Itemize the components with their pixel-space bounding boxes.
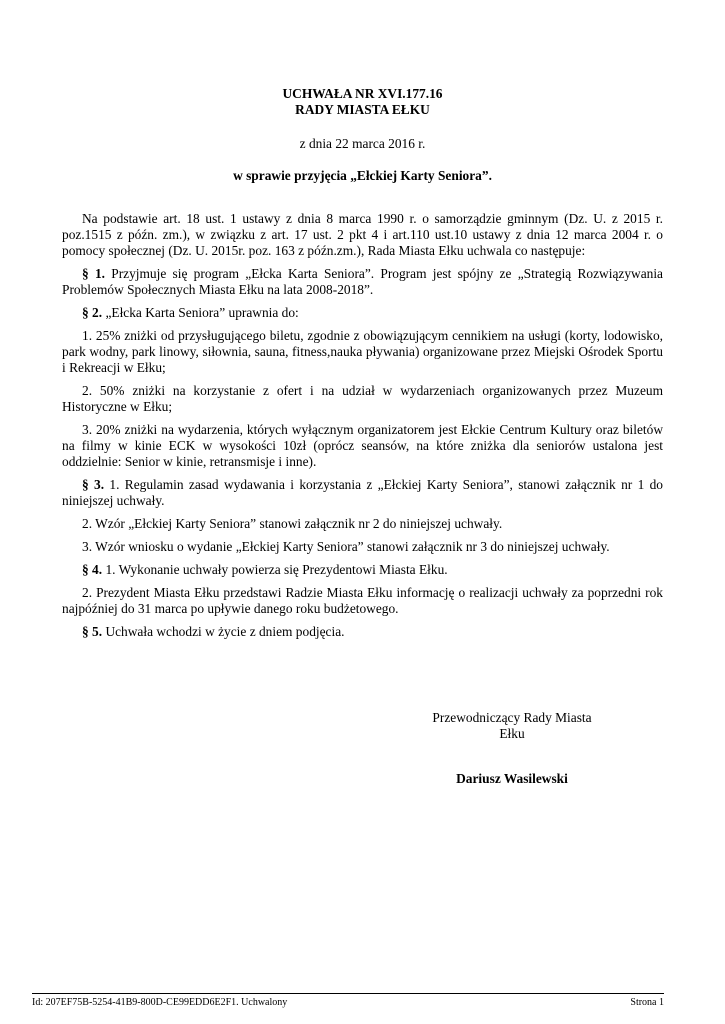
council-name: RADY MIASTA EŁKU: [295, 102, 430, 117]
section-1: [62, 266, 663, 298]
section-2-item-1: 1. 25% zniżki od przysługującego biletu, zgodnie z obowiązującym cennikiem na usługi (korty, lodowisko, park wodny, park linowy, siłownia, sauna, fitness,nauka pływania) organizowane przez Miejski Ośrodek Sportu i Rekreacji w Ełku;: [62, 328, 663, 375]
document-id: Id: 207EF75B-5254-41B9-800D-CE99EDD6E2F1. Uchwalony: [32, 997, 288, 1008]
footer-divider: [32, 993, 664, 994]
signatory-name: Dariusz Wasilewski: [456, 771, 568, 786]
section-text: Przyjmuje się program „Ełcka Karta Seniora”. Program jest spójny ze „Strategią Rozwiązywania Problemów Społecznych Miasta Ełku na lata 2008-2018”.: [62, 266, 664, 297]
section-3-item-2: 2. Wzór „Ełckiej Karty Seniora” stanowi załącznik nr 2 do niniejszej uchwały.: [82, 516, 503, 531]
resolution-number: UCHWAŁA NR XVI.177.16: [282, 86, 443, 101]
section-2-item-2: 2. 50% zniżki na korzystanie z ofert i na udział w wydarzeniach organizowanych przez Muzeum Historyczne w Ełku;: [62, 383, 663, 414]
section-text: 1. Regulamin zasad wydawania i korzystania z „Ełckiej Karty Seniora”, stanowi załącznik nr 1 do niniejszej uchwały.: [62, 477, 663, 508]
page-number: Strona 1: [630, 997, 664, 1008]
resolution-subject: w sprawie przyjęcia „Ełckiej Karty Seniora”.: [233, 168, 492, 183]
section-5: [62, 624, 663, 640]
section-marker: § 5.: [82, 624, 103, 639]
section-marker: § 1.: [82, 266, 105, 281]
section-4-item-2: 2. Prezydent Miasta Ełku przedstawi Radzie Miasta Ełku informację o realizacji uchwały za poprzedni rok najpóźniej do 31 marca po upływie danego roku budżetowego.: [62, 585, 663, 616]
section-marker: § 2.: [82, 305, 103, 320]
section-marker: § 4.: [82, 562, 103, 577]
section-4: [62, 562, 663, 578]
section-marker: § 3.: [82, 477, 105, 492]
section-text: „Ełcka Karta Seniora” uprawnia do:: [102, 305, 299, 320]
section-text: 1. Wykonanie uchwały powierza się Prezydentowi Miasta Ełku.: [102, 562, 448, 577]
section-2-item-3: 3. 20% zniżki na wydarzenia, których wyłącznym organizatorem jest Ełckie Centrum Kultury oraz biletów na filmy w kinie ECK w wysokości 10zł (oprócz seansów, na które zniżka dla seniorów ustalona jest oddzielnie: Senior w kinie, retransmisje i inne).: [62, 422, 663, 469]
resolution-date: z dnia 22 marca 2016 r.: [299, 136, 426, 151]
section-3-item-3: 3. Wzór wniosku o wydanie „Ełckiej Karty Seniora” stanowi załącznik nr 3 do niniejszej uchwały.: [82, 539, 610, 554]
resolution-body: [62, 211, 663, 647]
signatory-role-city: Ełku: [499, 726, 525, 741]
signatory-role: Przewodniczący Rady Miasta: [432, 710, 592, 725]
section-3: [62, 477, 663, 509]
preamble: Na podstawie art. 18 ust. 1 ustawy z dnia 8 marca 1990 r. o samorządzie gminnym (Dz. U. z 2015 r. poz.1515 z późn. zm.), w związku z art. 17 ust. 2 pkt 4 i art.110 ust.10 ustawy z dnia 12 marca 2004 r. o pomocy społecznej (Dz. U. 2015r. poz. 163 z późn.zm.), Rada Miasta Ełku uchwala co następuje:: [62, 211, 663, 258]
section-text: Uchwała wchodzi w życie z dniem podjęcia.: [102, 624, 345, 639]
section-2: [62, 305, 663, 321]
